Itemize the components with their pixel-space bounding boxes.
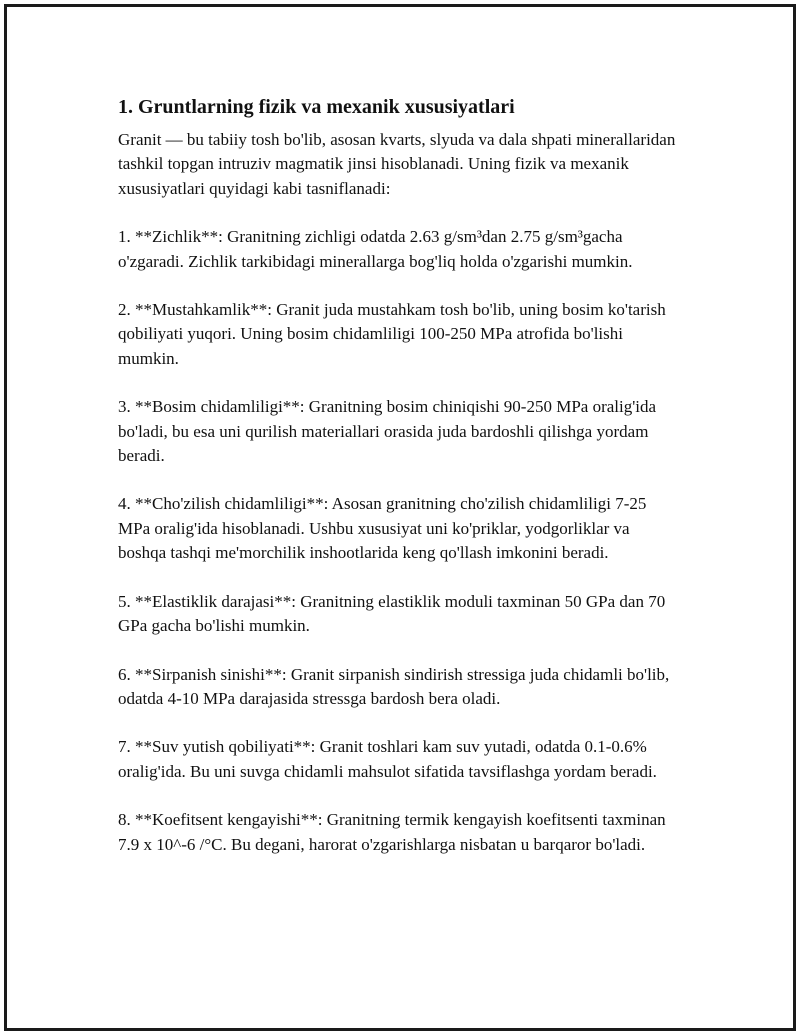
property-density: 1. **Zichlik**: Granitning zichligi odatda 2.63 g/sm³dan 2.75 g/sm³gacha o'zgaradi. Zichlik tarkibidagi minerallarga bog'liq holda o'zgarishi mumkin. <box>118 227 633 271</box>
property-thermal-expansion: 8. **Koefitsent kengayishi**: Granitning termik kengayish koefitsenti taxminan 7.9 x 10^-6 /°C. Bu degani, harorat o'zgarishlarga nisbatan u barqaror bo'ladi. <box>118 810 666 854</box>
property-water-absorption: 7. **Suv yutish qobiliyati**: Granit toshlari kam suv yutadi, odatda 0.1-0.6% oralig'ida. Bu uni suvga chidamli mahsulot sifatida tavsiflashga yordam beradi. <box>118 737 657 781</box>
property-strength: 2. **Mustahkamlik**: Granit juda mustahkam tosh bo'lib, uning bosim ko'tarish qobiliyati yuqori. Uning bosim chidamliligi 100-250 MPa atrofida bo'lishi mumkin. <box>118 300 666 368</box>
property-tensile-strength: 4. **Cho'zilish chidamliligi**: Asosan granitning cho'zilish chidamliligi 7-25 MPa oralig'ida hisoblanadi. Ushbu xususiyat uni ko'priklar, yodgorliklar va boshqa tashqi me'morchilik inshootlarida keng qo'llash imkonini beradi. <box>118 494 647 563</box>
intro-paragraph: Granit — bu tabiiy tosh bo'lib, asosan kvarts, slyuda va dala shpati minerallaridan tashkil topgan intruziv magmatik jinsi hisoblanadi. Uning fizik va mexanik xususiyatlari quyidagi kabi tasniflanadi: <box>118 130 676 198</box>
section-heading: 1. Gruntlarning fizik va mexanik xususiyatlari <box>118 96 515 118</box>
document-body <box>118 94 678 881</box>
property-compressive-strength: 3. **Bosim chidamliligi**: Granitning bosim chiniqishi 90-250 MPa oralig'ida bo'ladi, bu esa uni qurilish materiallari orasida juda bardoshli qilishga yordam beradi. <box>118 397 657 466</box>
property-elasticity: 5. **Elastiklik darajasi**: Granitning elastiklik moduli taxminan 50 GPa dan 70 GPa gacha bo'lishi mumkin. <box>118 591 666 636</box>
property-shear-fracture: 6. **Sirpanish sinishi**: Granit sirpanish sindirish stressiga juda chidamli bo'lib, odatda 4-10 MPa darajasida stressga bardosh bera oladi. <box>118 664 670 708</box>
